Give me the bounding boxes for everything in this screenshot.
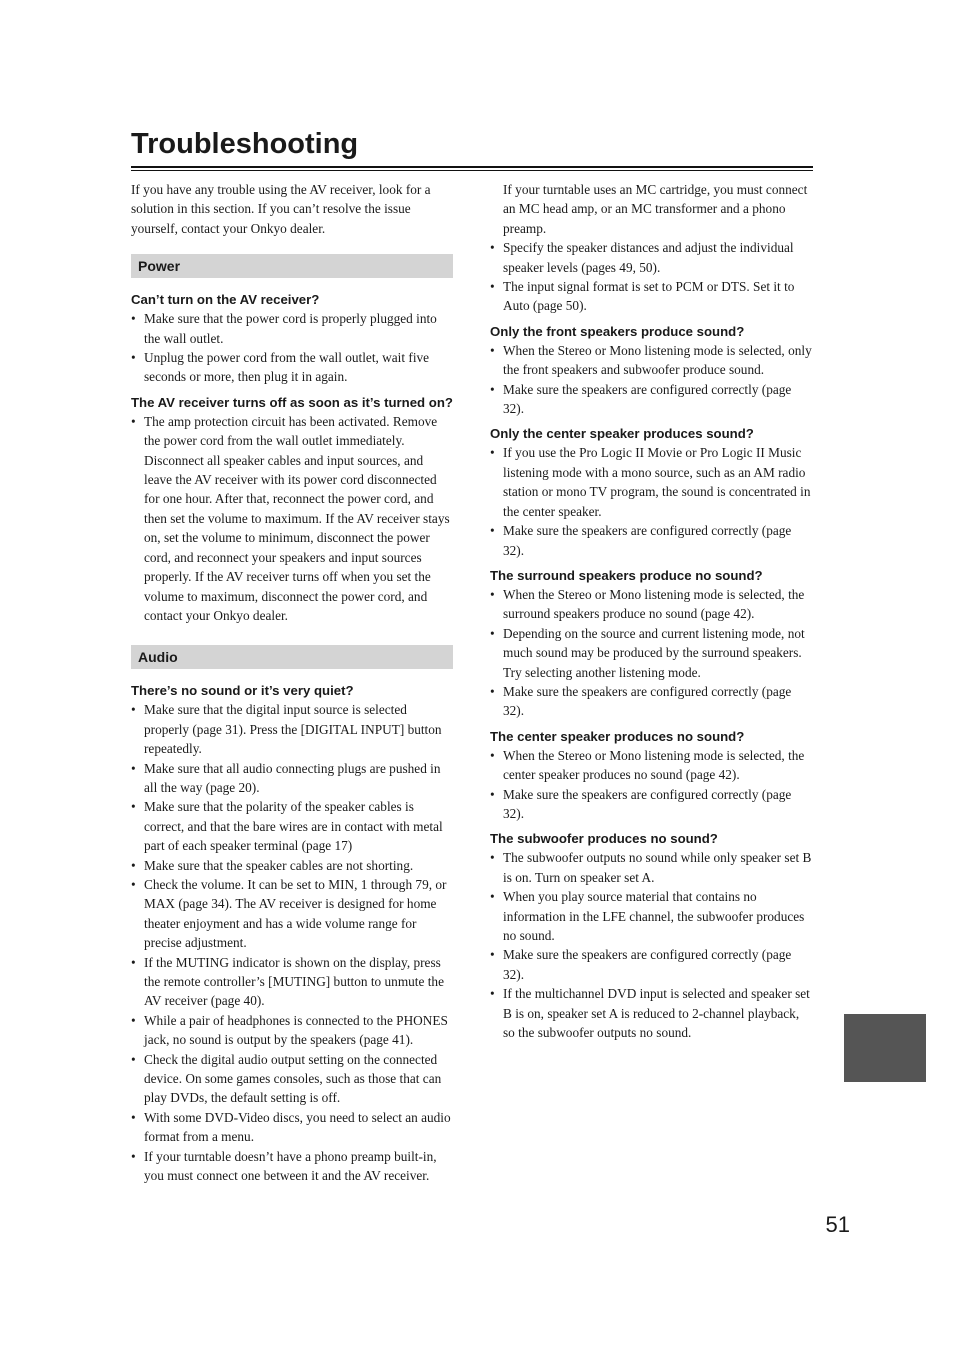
section-heading-audio: Audio bbox=[131, 645, 453, 669]
list-item: • Make sure the speakers are configured correctly (page 32). bbox=[490, 521, 814, 560]
list-item: • Make sure the speakers are configured correctly (page 32). bbox=[490, 682, 814, 721]
question-heading: Only the center speaker produces sound? bbox=[490, 426, 754, 442]
list-item: • The amp protection circuit has been activated. Remove the power cord from the wall outlet immediately. Disconnect all speaker cables and input sources, and leave the AV receiver with its power cord disconnected for one hour. After that, reconnect the power cord, and then set the volume to maximum. If the AV receiver stays on, set the volume to minimum, disconnect the power cord, and reconnect your speakers and input sources properly. If the AV receiver turns off when you set the volume to maximum, disconnect the power cord, and contact your Onkyo dealer. bbox=[131, 412, 453, 625]
page-number: 51 bbox=[825, 1212, 850, 1237]
answer-list bbox=[131, 309, 453, 387]
list-item: • Make sure the speakers are configured correctly (page 32). bbox=[490, 785, 814, 824]
question-heading: The center speaker produces no sound? bbox=[490, 728, 745, 744]
list-item: • Specify the speaker distances and adjust the individual speaker levels (pages 49, 50). bbox=[490, 238, 814, 277]
list-item: • If the multichannel DVD input is selected and speaker set B is on, speaker set A is reduced to 2-channel playback, so the subwoofer outputs no sound. bbox=[490, 984, 814, 1042]
question-heading: Can’t turn on the AV receiver? bbox=[131, 292, 320, 308]
list-item: • Make sure that the power cord is properly plugged into the wall outlet. bbox=[131, 309, 453, 348]
list-item: • Make sure the speakers are configured correctly (page 32). bbox=[490, 380, 814, 419]
list-item-continuation: If your turntable uses an MC cartridge, you must connect an MC head amp, or an MC transformer and a phono preamp. bbox=[503, 182, 808, 236]
list-item: • When you play source material that contains no information in the LFE channel, the subwoofer produces no sound. bbox=[490, 887, 814, 945]
list-item: • Make sure that the speaker cables are not shorting. bbox=[131, 856, 453, 875]
list-item: • Depending on the source and current listening mode, not much sound may be produced by the surround speakers. Try selecting another listening mode. bbox=[490, 624, 814, 682]
list-item: • Check the digital audio output setting on the connected device. On some games consoles, such as those that can play DVDs, the default setting is off. bbox=[131, 1050, 453, 1108]
answer-list bbox=[490, 238, 814, 316]
list-item: • Make sure that all audio connecting plugs are pushed in all the way (page 20). bbox=[131, 759, 453, 798]
answer-list bbox=[490, 443, 814, 559]
chapter-side-tab bbox=[844, 1014, 926, 1082]
question-heading: The AV receiver turns off as soon as it’s turned on? bbox=[131, 394, 453, 410]
section-heading-power: Power bbox=[131, 254, 453, 278]
answer-list bbox=[490, 585, 814, 721]
right-column bbox=[490, 180, 814, 1042]
answer-list bbox=[131, 412, 453, 625]
question-heading: The surround speakers produce no sound? bbox=[490, 567, 763, 583]
intro-paragraph: If you have any trouble using the AV receiver, look for a solution in this section. If you can’t resolve the issue yourself, contact your Onkyo dealer. bbox=[131, 182, 431, 236]
list-item: • When the Stereo or Mono listening mode is selected, the surround speakers produce no sound (page 42). bbox=[490, 585, 814, 624]
page-title: Troubleshooting bbox=[131, 128, 359, 160]
left-column bbox=[131, 180, 453, 1185]
answer-list bbox=[490, 746, 814, 824]
list-item: • When the Stereo or Mono listening mode is selected, the center speaker produces no sound (page 42). bbox=[490, 746, 814, 785]
title-rule bbox=[131, 166, 813, 171]
question-heading: Only the front speakers produce sound? bbox=[490, 323, 745, 339]
list-item: • If the MUTING indicator is shown on the display, press the remote controller’s [MUTING] button to unmute the AV receiver (page 40). bbox=[131, 953, 453, 1011]
list-item: • While a pair of headphones is connected to the PHONES jack, no sound is output by the speakers (page 41). bbox=[131, 1011, 453, 1050]
list-item: • Unplug the power cord from the wall outlet, wait five seconds or more, then plug it in again. bbox=[131, 348, 453, 387]
question-heading: The subwoofer produces no sound? bbox=[490, 831, 718, 847]
answer-list bbox=[131, 700, 453, 1185]
list-item: • When the Stereo or Mono listening mode is selected, only the front speakers and subwoofer produce sound. bbox=[490, 341, 814, 380]
list-item: • With some DVD-Video discs, you need to select an audio format from a menu. bbox=[131, 1108, 453, 1147]
list-item: • If your turntable doesn’t have a phono preamp built-in, you must connect one between it and the AV receiver. bbox=[131, 1147, 453, 1186]
list-item: • Make sure that the digital input source is selected properly (page 31). Press the [DIGITAL INPUT] button repeatedly. bbox=[131, 700, 453, 758]
list-item: • Make sure that the polarity of the speaker cables is correct, and that the bare wires are in contact with metal part of each speaker terminal (page 17) bbox=[131, 797, 453, 855]
question-heading: There’s no sound or it’s very quiet? bbox=[131, 683, 354, 699]
list-item: • Make sure the speakers are configured correctly (page 32). bbox=[490, 945, 814, 984]
list-item: • Check the volume. It can be set to MIN, 1 through 79, or MAX (page 34). The AV receiver is designed for home theater enjoyment and has a wide volume range for precise adjustment. bbox=[131, 875, 453, 953]
list-item: • The subwoofer outputs no sound while only speaker set B is on. Turn on speaker set A. bbox=[490, 848, 814, 887]
list-item: • The input signal format is set to PCM or DTS. Set it to Auto (page 50). bbox=[490, 277, 814, 316]
answer-list bbox=[490, 848, 814, 1042]
list-item: • If you use the Pro Logic II Movie or Pro Logic II Music listening mode with a mono source, such as an AM radio station or mono TV program, the sound is concentrated in the center speaker. bbox=[490, 443, 814, 521]
answer-list bbox=[490, 341, 814, 419]
